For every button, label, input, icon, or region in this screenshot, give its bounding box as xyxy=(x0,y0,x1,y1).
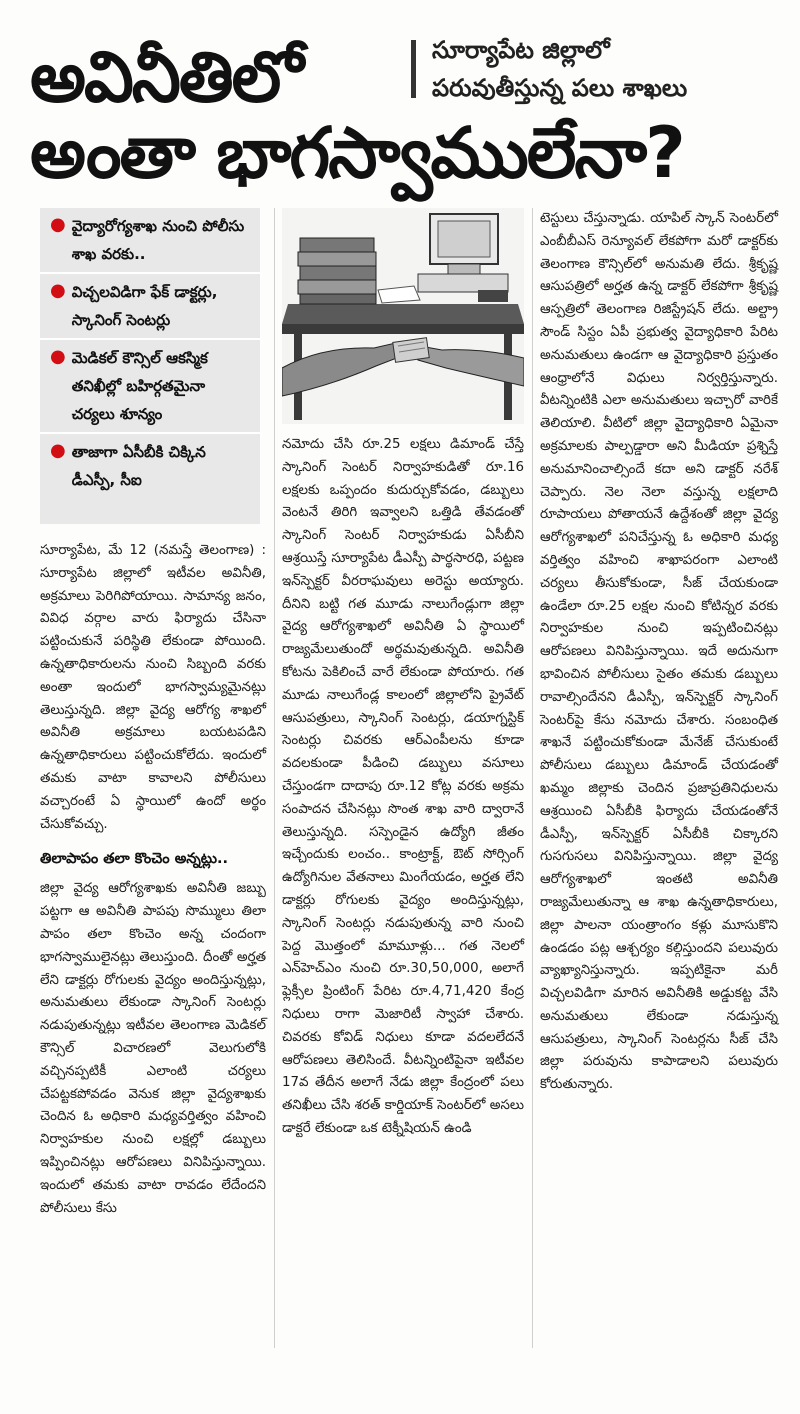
headline-line-1: అవినీతిలో xyxy=(30,36,302,118)
deck-line-1: సూర్యాపేట జిల్లాలో xyxy=(432,36,610,64)
highlight-item xyxy=(40,434,260,498)
highlight-item xyxy=(40,208,260,274)
bullet-dot-icon: ● xyxy=(50,214,66,235)
paragraph: సూర్యాపేట, మే 12 (నమస్తే తెలంగాణ) : సూర్యాపేట జిల్లాలో ఇటీవల అవినీతి, అక్రమాలు పెరిగిపోయాయి. సామాన్య జనం, వివిధ వర్గాల వారు ఫిర్యాదు చేసినా పట్టించుకునే పరిస్థితి లేకుండా పోయింది. ఉన్నతాధికారులను నుంచి సిబ్బంది వరకు అంతా ఇందులో భాగస్వామ్యమైనట్లు తెలుస్తున్నది. జిల్లా వైద్య ఆరోగ్య శాఖలో అవినీతి అక్రమాలు బయటపడిని ఉన్నతాధికారులు పట్టించుకోలేదు. ఇందులో తమకు వాటా కావాలని పోలీసులు వచ్చారంటే ఏ స్థాయిలో ఉందో అర్థం చేసుకోవచ్చు. xyxy=(40,543,266,832)
highlight-text: వైద్యారోగ్యశాఖ నుంచి పోలీసు శాఖ వరకు.. xyxy=(71,217,245,263)
article-column-1 xyxy=(40,540,266,1220)
highlight-item xyxy=(40,340,260,434)
highlight-text: తాజాగా ఏసీబీకి చిక్కిన డీఎస్పీ, సీఐ xyxy=(71,443,206,489)
paragraph: జిల్లా వైద్య ఆరోగ్యశాఖకు అవినీతి జబ్బు పట్టగా ఆ అవినీతి పాపపు సొమ్ములు తిలా పాపం తలా కొంచెం అన్న చందంగా భాగస్వాములైనట్లు తెలుస్తుంది. దీంతో అర్హత లేని డాక్టర్లు రోగులకు వైద్యం అందిస్తున్నట్లు, అనుమతులు లేకుండా స్కానింగ్ సెంటర్లు నడుపుతున్నట్లు ఇటీవల తెలంగాణ మెడికల్ కౌన్సిల్ విచారణలో వెలుగులోకి వచ్చినప్పటికీ ఎలాంటి చర్యలు చేపట్టకపోవడం వెనుక జిల్లా వైద్యశాఖకు చెందిన ఓ అధికారి మధ్యవర్తిత్వం వహించి నిర్వాహకుల నుంచి లక్షల్లో డబ్బులు ఇప్పించినట్లు ఆరోపణలు వినిపిస్తున్నాయి. ఇందులో తమకు వాటా రావడం లేదేందని పోలీసులు కేసు xyxy=(40,881,266,1216)
deck-line-2: పరువుతీస్తున్న పలు శాఖలు xyxy=(432,74,688,102)
article-column-2 xyxy=(282,434,524,1141)
bullet-dot-icon: ● xyxy=(50,280,66,301)
paragraph: నమోదు చేసి రూ.25 లక్షలు డిమాండ్ చేస్తే స్కానింగ్ సెంటర్ నిర్వాహకుడితో రూ.16 లక్షలకు ఒప్పందం కుదుర్చుకోవడం, డబ్బులు వెంటనే తిరిగి ఇవ్వాలని ఒత్తిడి తేవడంతో స్కానింగ్ సెంటర్ నిర్వాహకుడు ఏసీబీని ఆశ్రయిస్తే సూర్యాపేట డీఎస్పీ పార్థసారధి, పట్టణ ఇన్‌స్పెక్టర్ వీరరాఘవులు అరెస్టు అయ్యారు. దీనిని బట్టి గత మూడు నాలుగేండ్లుగా జిల్లా వైద్య ఆరోగ్యశాఖలో అవినీతి ఏ స్థాయిలో రాజ్యమేలుతుందో అర్థమవుతున్నది. అవినీతి కోటను పెకిలించే వారే లేకుండా పోయారు. గత మూడు నాలుగేండ్ల కాలంలో జిల్లాలోని ప్రైవేట్ ఆసుపత్రులు, స్కానింగ్ సెంటర్లు, డయాగ్నస్టిక్ సెంటర్లు చివరకు ఆర్‌ఎంపీలను కూడా వదలకుండా పీడించి డబ్బులు వసూలు చేస్తుండగా దాదాపు రూ.12 కోట్ల వరకు అక్రమ సంపాదన చేసినట్లు సొంత శాఖ వారి ద్వారానే తెలుస్తున్నది. సస్పెండైన ఉద్యోగి జీతం ఇచ్చేందుకు లంచం.. కాంట్రాక్ట్, ఔట్ సోర్సింగ్ ఉద్యోగినుల వేతనాలు మింగేయడం, అర్హత లేని డాక్టర్లు రోగులకు వైద్యం అందిస్తున్నట్లు, స్కానింగ్ సెంటర్లు నడుపుతున్న వారి నుంచి పెద్ద మొత్తంలో మామూళ్లు... గత నెలలో ఎన్‌హెచ్‌ఎం నుంచి రూ.30,50,000, అలాగే ఫ్లెక్సీల ప్రింటింగ్ పేరిట రూ.4,71,420 కేంద్ర నిధులు రాగా మెజారిటీ స్వాహా చేశారు. చివరకు కోవిడ్ నిధులు కూడా వదలలేదనే ఆరోపణలు తెలిసిందే. వీటన్నింటిపైనా ఇటీవల 17వ తేదీన అలాగే నేడు జిల్లా కేంద్రంలో పలు తనిఖీలు చేసి శరత్ కార్డియాక్ సెంటర్‌లో అసలు డాక్టరే లేకుండా ఒక టెక్నీషియన్ ఉండి xyxy=(282,437,524,1136)
highlight-item xyxy=(40,274,260,340)
highlights-box xyxy=(40,208,260,524)
subheading: తిలాపాపం తలా కొంచెం అన్నట్లు.. xyxy=(40,851,229,868)
article-column-3 xyxy=(540,208,778,1097)
column-divider xyxy=(532,208,533,1348)
bullet-dot-icon: ● xyxy=(50,346,66,367)
bullet-dot-icon: ● xyxy=(50,440,66,461)
bribery-illustration xyxy=(282,208,524,424)
highlight-text: విచ్చలవిడిగా ఫేక్ డాక్టర్లు, స్కానింగ్ సెంటర్లు xyxy=(71,283,218,329)
paragraph: టెస్టులు చేస్తున్నాడు. యాపిల్ స్కాన్ సెంటర్‌లో ఎంబీబీఎస్ రెన్యూవల్ లేకపోగా మరో డాక్టర్‌కు తెలంగాణ కౌన్సిల్‌లో అనుమతి లేదు. శ్రీకృష్ణ ఆసుపత్రిలో అర్హత ఉన్న డాక్టర్ లేకపోగా శ్రీకృష్ణ ఆస్పత్రిలో తెలంగాణ రిజిస్ట్రేషన్ లేదు. అల్ట్రా సౌండ్ సిస్టం ఏపీ ప్రభుత్వ వైద్యాధికారి పేరిట అనుమతులు ఉండగా ఆ వైద్యాధికారి ప్రస్తుతం ఆంధ్రాలోనే విధులు నిర్వర్తిస్తున్నారు. వీటన్నింటికి ఎలా అనుమతులు ఇచ్చారో వారికే తెలియాలి. వీటిలో జిల్లా వైద్యాధికారి ఏమైనా అక్రమాలకు పాల్పడ్డారా అని మీడియా ప్రశ్నిస్తే అనుమానించాల్సిందే కదా అని డాక్టర్ నరేశ్ చెప్పారు. నెల నెలా వస్తున్న లక్షలాది రూపాయలు పోతాయనే ఉద్దేశంతో జిల్లా వైద్య ఆరోగ్యశాఖలో పనిచేస్తున్న ఓ అధికారి మధ్య వర్తిత్వం వహించి శాఖాపరంగా ఎలాంటి చర్యలు తీసుకోకుండా, సీజ్ చేయకుండా ఉండేలా రూ.25 లక్షల నుంచి కోటిన్నర వరకు నిర్వాహకుల నుంచి ఇప్పటించినట్లు ఆరోపణలు వినిపిస్తున్నాయి. ఇదే అదునుగా భావించిన పోలీసులు సైతం తమకు డబ్బులు రావాల్సిందేనని డీఎస్పీ, ఇన్‌స్పెక్టర్ స్కానింగ్ సెంటర్‌పై కేసు నమోదు చేశారు. సంబంధిత శాఖనే పట్టించుకోకుండా మేనేజ్ చేసుకుంటే పోలీసులు డబ్బులు డిమాండ్ చేయడంతో ఖమ్మం జిల్లాకు చెందిన ప్రజాప్రతినిధులను ఆశ్రయించి ఏసీబీకి ఫిర్యాదు చేయడంతోనే డీఎస్పీ, ఇన్‌స్పెక్టర్ ఏసీబీకి చిక్కారని గుసగుసలు వినిపిస్తున్నాయి. జిల్లా వైద్య ఆరోగ్యశాఖలో ఇంతటి అవినీతి రాజ్యమేలుతున్నా ఆ శాఖ ఉన్నతాధికారులు, జిల్లా పాలనా యంత్రాంగం కళ్లు మూసుకొని ఉండడం పట్ల ఆశ్చర్యం కల్గిస్తుందని పలువురు వ్యాఖ్యానిస్తున్నారు. ఇప్పటికైనా మరీ విచ్చలవిడిగా మారిన అవినీతికి అడ్డుకట్ట వేసి అనుమతులు లేకుండా నడుస్తున్న ఆసుపత్రులు, స్కానింగ్ సెంటర్లను సీజ్ చేసి జిల్లా పరువును కాపాడాలని పలువురు కోరుతున్నారు. xyxy=(540,211,778,1093)
headline-line-2: అంతా భాగస్వాములేనా? xyxy=(30,112,684,194)
column-divider xyxy=(274,208,275,1348)
highlight-text: మెడికల్ కౌన్సిల్ ఆకస్మిక తనిఖీల్లో బహిర్గతమైనా చర్యలు శూన్యం xyxy=(71,349,208,423)
headline-divider xyxy=(411,40,416,98)
